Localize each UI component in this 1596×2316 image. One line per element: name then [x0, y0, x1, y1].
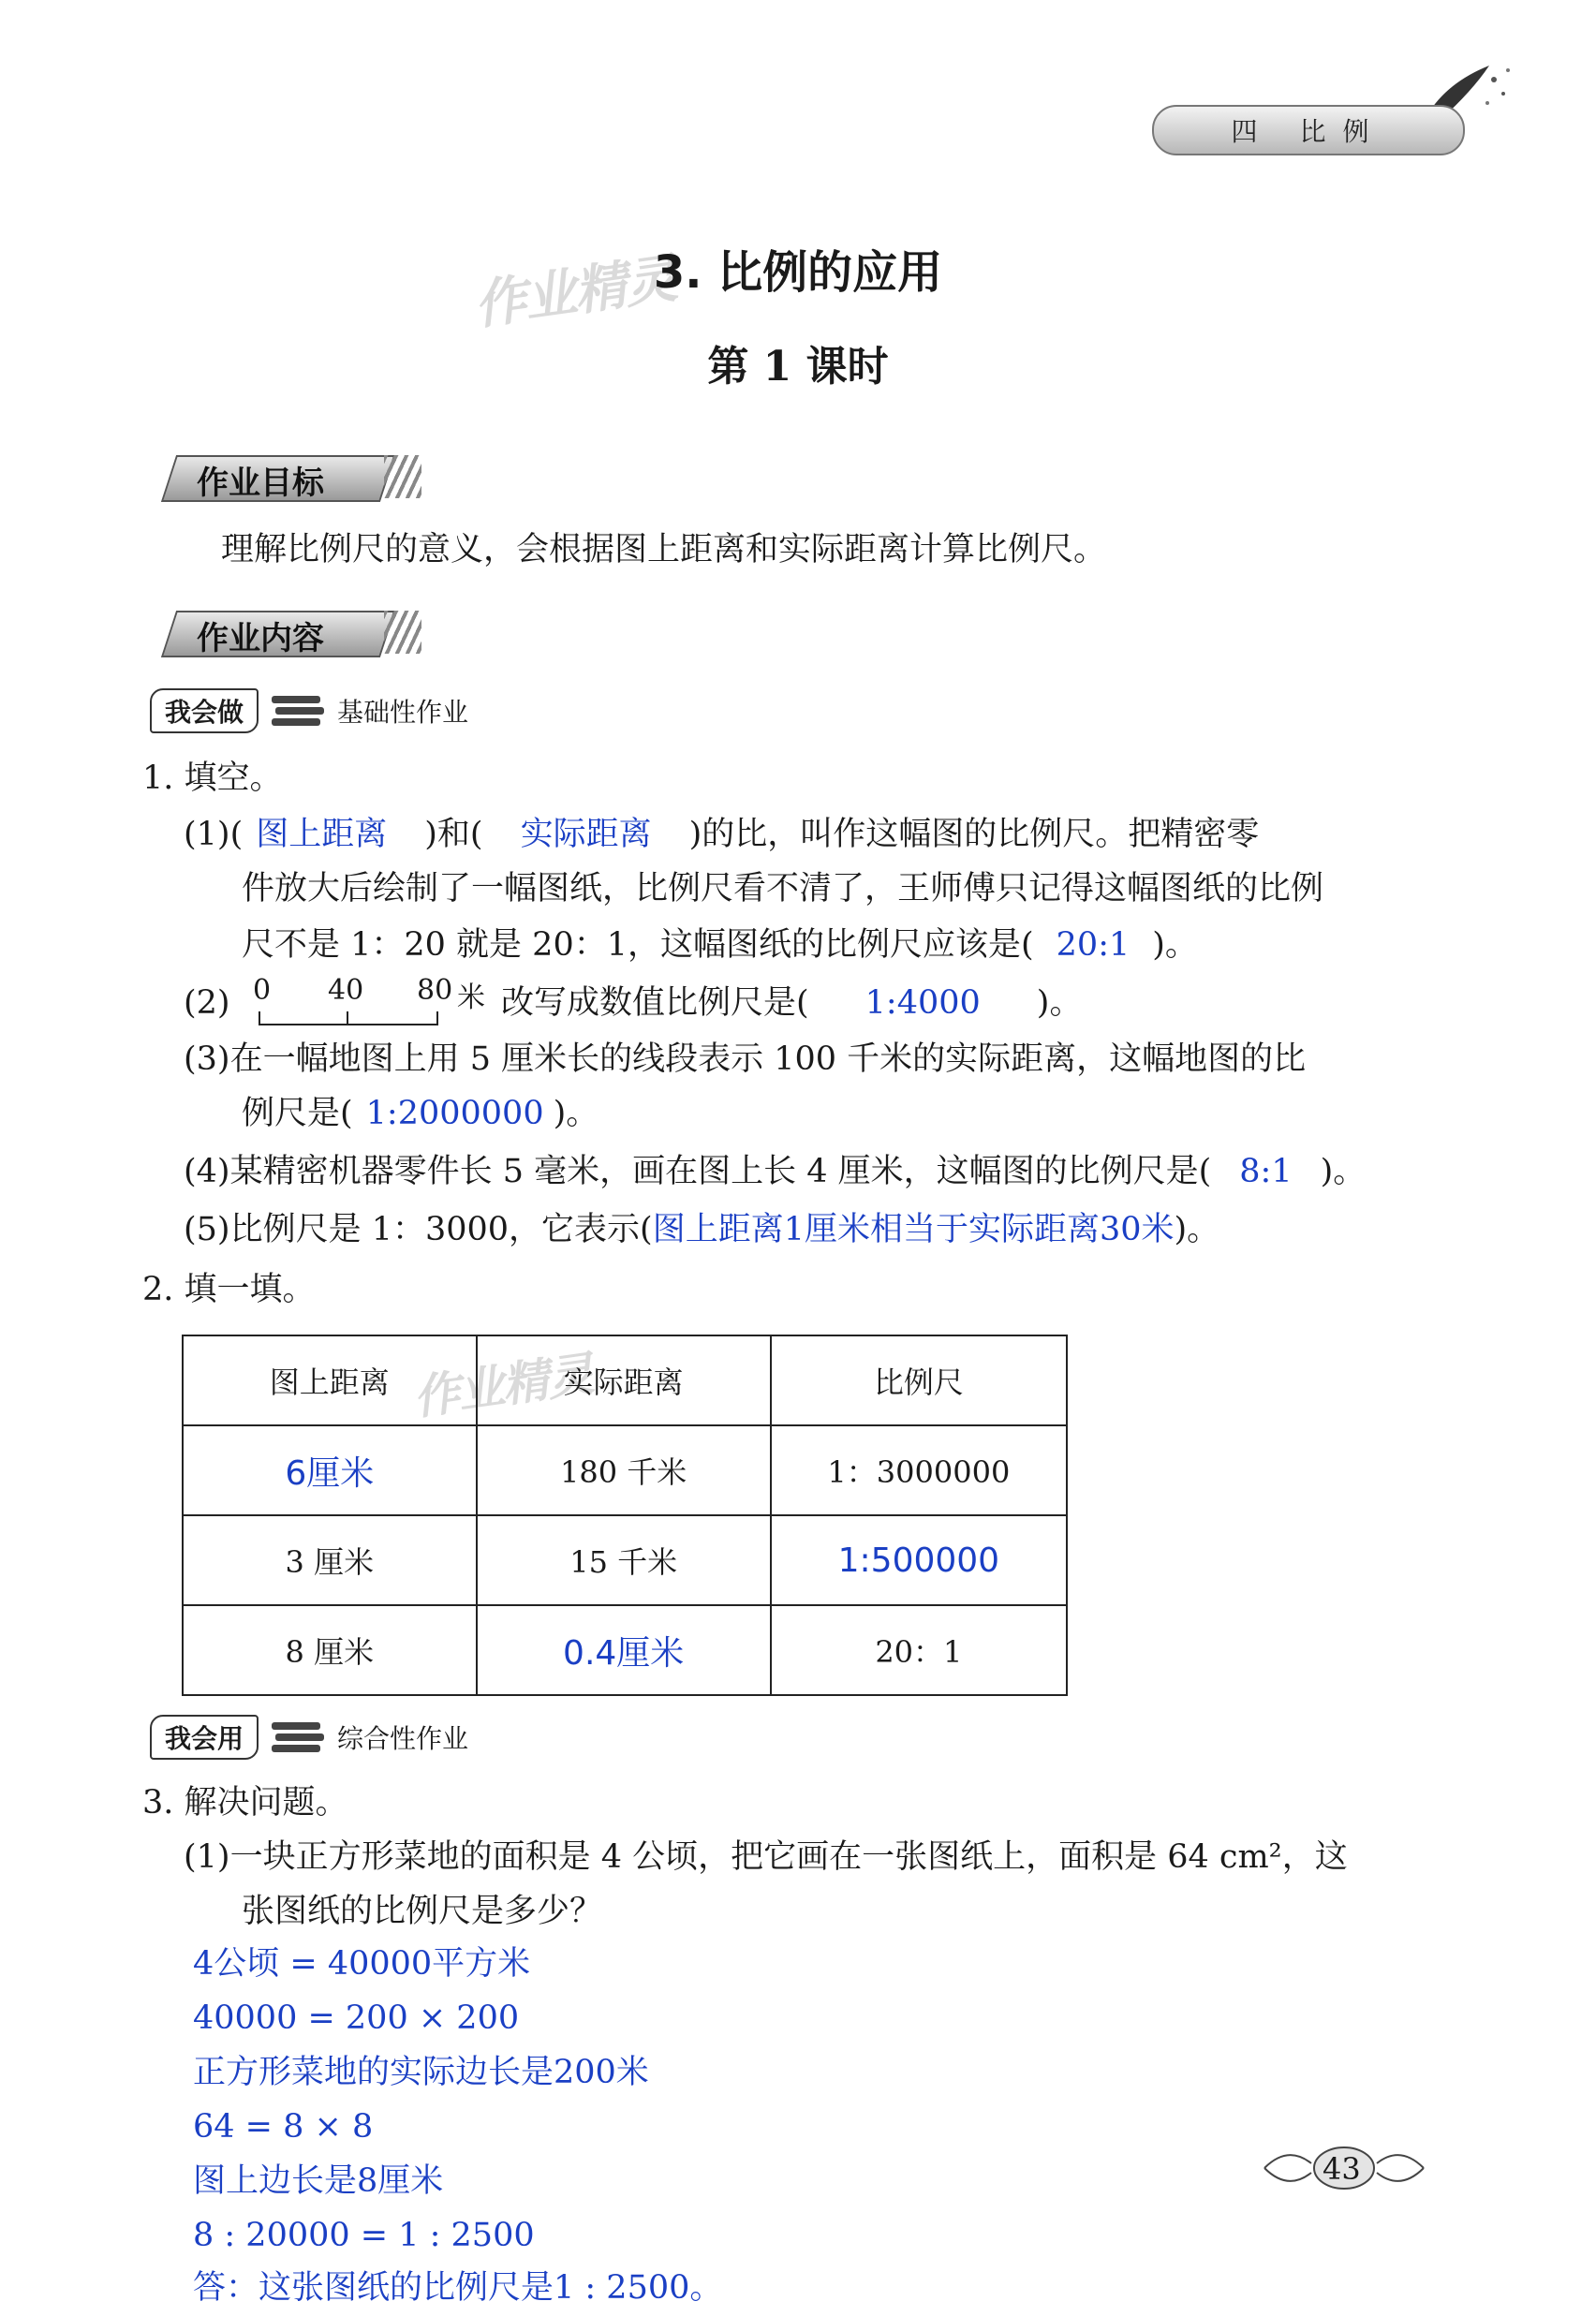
q1-p1-line1: (1)( 图上距离 )和( 实际距离 )的比，叫作这幅图的比例尺。把精密零	[184, 816, 1260, 853]
q1-p1-line3: 尺不是 1：20 就是 20：1，这幅图纸的比例尺应该是( 20:1 )。	[242, 926, 1198, 964]
q1-p5: (5)比例尺是 1：3000，它表示(图上距离1厘米相当于实际距离30米)。	[184, 1211, 1220, 1248]
q1-p4: (4)某精密机器零件长 5 毫米，画在图上长 4 厘米，这幅图的比例尺是( 8:1 )。	[184, 1153, 1367, 1190]
page-title: 3. 比例的应用	[653, 246, 943, 299]
q1-p2-prefix: (2)	[184, 984, 230, 1022]
goal-text: 理解比例尺的意义，会根据图上距离和实际距离计算比例尺。	[221, 531, 1107, 568]
watermark: 作业精灵	[470, 248, 680, 337]
table-cell-answer: 0.4厘米	[477, 1605, 771, 1695]
q3-p1-line2: 张图纸的比例尺是多少？	[242, 1893, 603, 1930]
table-header: 比例尺	[771, 1335, 1067, 1425]
work-line: 4公顷 = 40000平方米	[193, 1945, 531, 1983]
apply-text: 综合性作业	[337, 1723, 469, 1754]
scale-table	[182, 1335, 1068, 1696]
table-header-row	[183, 1335, 1067, 1425]
work-line: 40000 = 200 × 200	[193, 1999, 520, 2037]
table-row	[183, 1425, 1067, 1515]
goal-label: 作业目标	[197, 465, 324, 502]
work-line: 正方形菜地的实际边长是200米	[193, 2054, 649, 2091]
books-icon	[272, 1719, 326, 1756]
work-line: 图上边长是8厘米	[193, 2162, 444, 2200]
table-header: 图上距离	[183, 1335, 477, 1425]
line-scale-bar: 0 40 80 米	[253, 974, 440, 1030]
table-cell: 1：3000000	[771, 1425, 1067, 1515]
apply-pill: 我会用	[150, 1715, 259, 1760]
page-number: 43	[1255, 2140, 1433, 2196]
books-icon	[272, 692, 326, 730]
answer: 1:4000	[864, 984, 981, 1022]
table-row	[183, 1515, 1067, 1605]
work-line: 答：这张图纸的比例尺是1 : 2500。	[193, 2269, 723, 2307]
answer: 图上距离1厘米相当于实际距离30米	[652, 1211, 1175, 1248]
table-header: 实际距离	[477, 1335, 771, 1425]
basic-work-banner	[150, 687, 468, 734]
table-cell-answer: 6厘米	[183, 1425, 477, 1515]
table-cell: 20：1	[771, 1605, 1067, 1695]
q1-p3-line2: 例尺是( 1:2000000 )。	[242, 1095, 599, 1132]
basic-text: 基础性作业	[337, 697, 469, 728]
q3-p1-line1: (1)一块正方形菜地的面积是 4 公顷，把它画在一张图纸上，面积是 64 cm²，这	[184, 1838, 1348, 1876]
answer: 1:2000000	[365, 1095, 544, 1132]
work-line: 64 = 8 × 8	[193, 2108, 374, 2146]
table-cell-answer: 1:500000	[771, 1515, 1067, 1605]
answer: 20:1	[1056, 926, 1130, 964]
q2-title: 2. 填一填。	[142, 1271, 316, 1308]
goal-banner	[150, 448, 412, 504]
content-label: 作业内容	[197, 620, 324, 657]
lesson-subtitle: 第 1 课时	[707, 343, 889, 391]
table-cell: 180 千米	[477, 1425, 771, 1515]
work-line: 8 : 20000 = 1 : 2500	[193, 2217, 535, 2254]
table-cell: 3 厘米	[183, 1515, 477, 1605]
content-banner	[150, 603, 412, 659]
apply-work-banner	[150, 1714, 468, 1761]
q1-title: 1. 填空。	[142, 760, 283, 797]
answer: 实际距离	[520, 816, 652, 853]
q1-p2-text: 改写成数值比例尺是( 1:4000 )。	[501, 984, 1083, 1022]
table-cell: 15 千米	[477, 1515, 771, 1605]
basic-pill: 我会做	[150, 688, 259, 733]
table-row	[183, 1605, 1067, 1695]
chapter-tab: 四 比例	[1152, 105, 1465, 155]
q3-title: 3. 解决问题。	[142, 1784, 348, 1822]
q1-p3-line1: (3)在一幅地图上用 5 厘米长的线段表示 100 千米的实际距离，这幅地图的比	[184, 1040, 1307, 1078]
watermark: 作业精灵	[409, 1346, 596, 1426]
answer: 图上距离	[256, 816, 388, 853]
table-cell: 8 厘米	[183, 1605, 477, 1695]
q1-p1-line2: 件放大后绘制了一幅图纸，比例尺看不清了，王师傅只记得这幅图纸的比例	[242, 870, 1324, 907]
answer: 8:1	[1239, 1153, 1293, 1190]
